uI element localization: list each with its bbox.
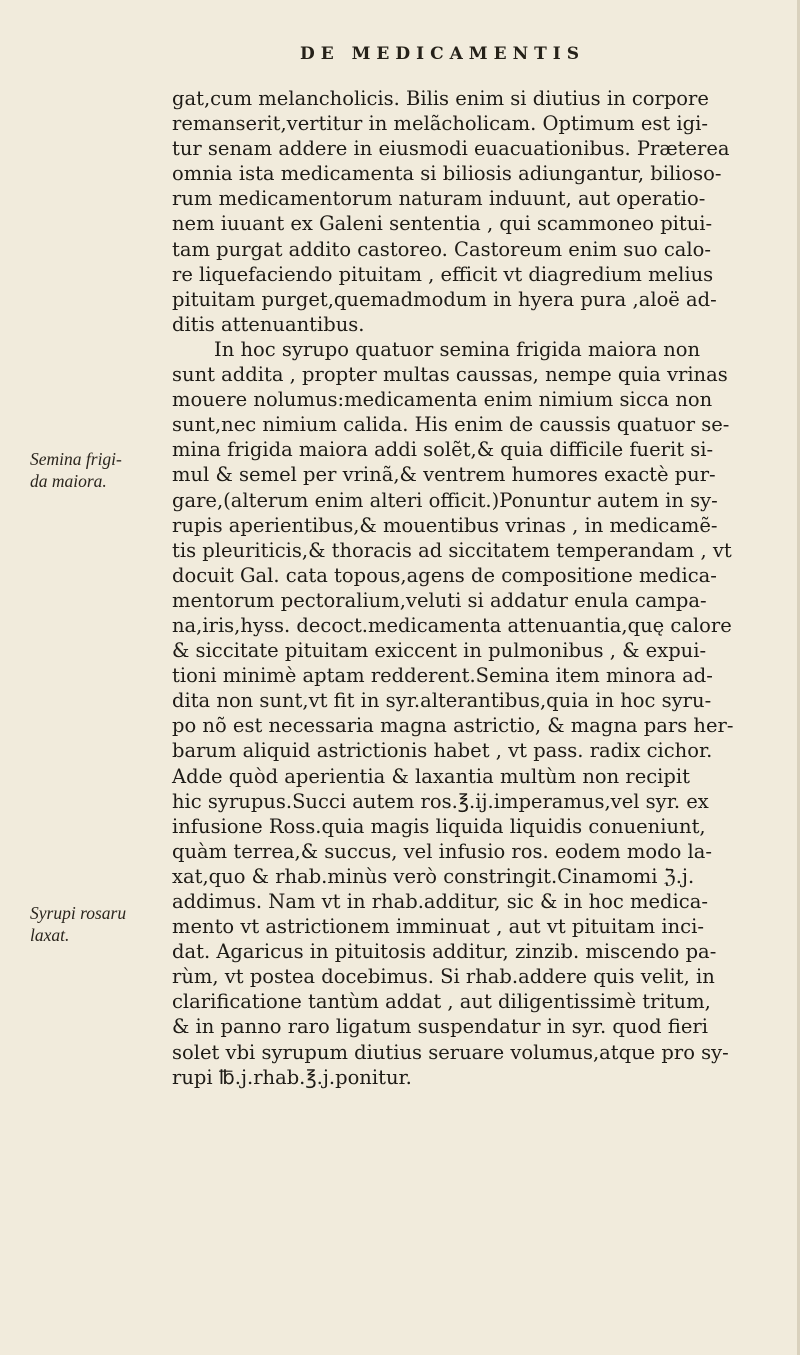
- text-line: In hoc syrupo quatuor semina frigida maiora non: [214, 337, 701, 361]
- margin-note-line: Syrupi rosaru: [30, 903, 127, 923]
- text-line: mul & semel per vrinã,& ventrem humores exactè pur-: [172, 463, 716, 487]
- text-line: & siccitate pituitam exiccent in pulmonibus , & expui-: [172, 639, 707, 663]
- text-line: hic syrupus.Succi autem ros.℥.ij.imperamus,vel syr. ex: [172, 789, 709, 813]
- running-header: DE MEDICAMENTIS: [300, 44, 586, 64]
- text-line: Adde quòd aperientia & laxantia multùm non recipit: [172, 764, 690, 788]
- text-line: tioni minimè aptam redderent.Semina item minora ad-: [172, 664, 713, 688]
- text-line: docuit Gal. cata topous,agens de compositione medica-: [172, 563, 717, 587]
- text-line: infusione Ross.quia magis liquida liquidis conueniunt,: [172, 814, 706, 838]
- text-line: & in panno raro ligatum suspendatur in syr. quod fieri: [172, 1015, 708, 1039]
- text-line: dat. Agaricus in pituitosis additur, zinzib. miscendo pa-: [172, 940, 717, 964]
- margin-note-syrupi: [30, 902, 126, 946]
- text-line: rum medicamentorum naturam induunt, aut operatio-: [172, 187, 706, 211]
- margin-note-line: Semina frigi-: [30, 449, 122, 469]
- text-line: mento vt astrictionem imminuat , aut vt pituitam inci-: [172, 915, 704, 939]
- text-line: xat,quo & rhab.minùs verò constringit.Cinamomi ℨ.j.: [172, 864, 695, 888]
- text-line: po nõ est necessaria magna astrictio, & magna pars her-: [172, 714, 734, 738]
- margin-note-line: da maiora.: [30, 471, 107, 491]
- text-line: tam purgat addito castoreo. Castoreum enim suo calo-: [172, 237, 711, 261]
- text-line: na,iris,hyss. decoct.medicamenta attenuantia,quę calore: [172, 613, 732, 637]
- text-line: sunt,nec nimium calida. His enim de caussis quatuor se-: [172, 413, 730, 437]
- text-line: addimus. Nam vt in rhab.additur, sic & in hoc medica-: [172, 890, 708, 913]
- text-line: remanserit,vertitur in melãcholicam. Optimum est igi-: [172, 112, 708, 136]
- text-line: gat,cum melancholicis. Bilis enim si diutius in corpore: [172, 87, 709, 110]
- text-line: mouere nolumus:medicamenta enim nimium sicca non: [172, 388, 713, 412]
- text-line: barum aliquid astrictionis habet , vt pass. radix cichor.: [172, 739, 713, 763]
- margin-note-semina: [30, 448, 122, 492]
- text-line: rupis aperientibus,& mouentibus vrinas , in medicamẽ-: [172, 513, 718, 537]
- text-line: quàm terrea,& succus, vel infusio ros. eodem modo la-: [172, 839, 712, 863]
- text-line: ditis attenuantibus.: [172, 312, 365, 336]
- text-line: rupi ℔.j.rhab.℥.j.ponitur.: [172, 1065, 412, 1089]
- text-line: dita non sunt,vt fit in syr.alterantibus,quia in hoc syru-: [172, 689, 712, 713]
- text-line: mentorum pectoralium,veluti si addatur enula campa-: [172, 588, 707, 612]
- text-line: gare,(alterum enim alteri officit.)Ponuntur autem in sy-: [172, 488, 718, 512]
- text-line: sunt addita , propter multas caussas, nempe quia vrinas: [172, 363, 728, 387]
- text-line: clarificatione tantùm addat , aut diligentissimè tritum,: [172, 990, 711, 1014]
- text-line: mina frigida maiora addi solẽt,& quia difficile fuerit si-: [172, 438, 714, 462]
- text-line: pituitam purget,quemadmodum in hyera pura ,aloë ad-: [172, 287, 717, 311]
- text-line: solet vbi syrupum diutius seruare volumus,atque pro sy-: [172, 1040, 729, 1064]
- text-line: tur senam addere in eiusmodi euacuationibus. Præterea: [172, 137, 730, 161]
- text-line: nem iuuant ex Galeni sententia , qui scammoneo pitui-: [172, 212, 713, 236]
- margin-note-line: laxat.: [30, 925, 70, 945]
- text-line: re liquefaciendo pituitam , efficit vt diagredium melius: [172, 262, 714, 286]
- text-line: rùm, vt postea docebimus. Si rhab.addere quis velit, in: [172, 965, 715, 989]
- text-line: omnia ista medicamenta si biliosis adiungantur, bilioso-: [172, 162, 722, 186]
- body-text: [172, 86, 800, 1090]
- text-line: tis pleuriticis,& thoracis ad siccitatem temperandam , vt: [172, 538, 732, 562]
